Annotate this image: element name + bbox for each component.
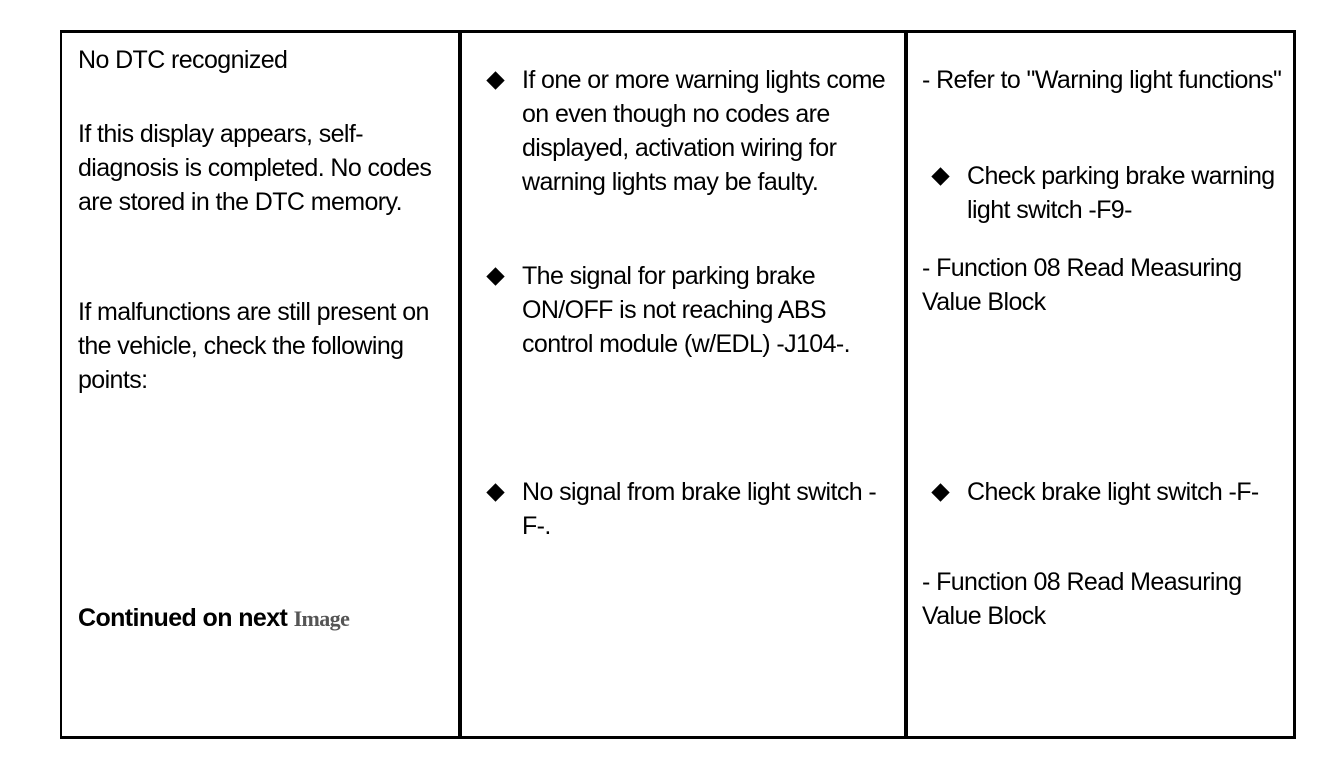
column-possible-cause xyxy=(462,33,908,736)
dtc-heading: No DTC recognized xyxy=(78,46,288,74)
cause-text: No signal from brake light switch -F-. xyxy=(522,478,877,540)
cause-text: If one or more warning lights come on even though no codes are displayed, activation wiring for warning lights may be faulty. xyxy=(522,66,886,196)
self-diagnosis-paragraph: If this display appears, self-diagnosis is completed. No codes are stored in the DTC memory. xyxy=(78,120,432,216)
diamond-bullet-icon xyxy=(931,483,949,501)
continued-word: Image xyxy=(293,606,350,631)
remedy-bullet xyxy=(934,159,1287,227)
diamond-bullet-icon xyxy=(486,267,504,285)
diamond-bullet-icon xyxy=(486,483,504,501)
continued-note xyxy=(78,601,448,636)
remedy-function-08: - Function 08 Read Measuring Value Block xyxy=(922,568,1242,630)
column-condition xyxy=(62,33,462,736)
diagnostic-table xyxy=(60,30,1296,739)
remedy-bullet-text: Check brake light switch -F- xyxy=(967,478,1259,506)
diamond-bullet-icon xyxy=(486,71,504,89)
cause-item xyxy=(489,475,892,543)
cause-item xyxy=(489,259,892,361)
diamond-bullet-icon xyxy=(931,167,949,185)
remedy-refer-warning-light: - Refer to "Warning light functions" xyxy=(922,66,1282,94)
cause-text: The signal for parking brake ON/OFF is not reaching ABS control module (w/EDL) -J104-. xyxy=(522,262,850,358)
remedy-bullet-text: Check parking brake warning light switch -F9- xyxy=(967,162,1275,224)
column-remedy xyxy=(908,33,1293,736)
malfunction-paragraph: If malfunctions are still present on the vehicle, check the following points: xyxy=(78,298,429,394)
continued-prefix: Continued on next xyxy=(78,604,288,632)
cause-item xyxy=(489,63,892,199)
remedy-bullet xyxy=(934,475,1287,509)
remedy-function-08: - Function 08 Read Measuring Value Block xyxy=(922,254,1242,316)
